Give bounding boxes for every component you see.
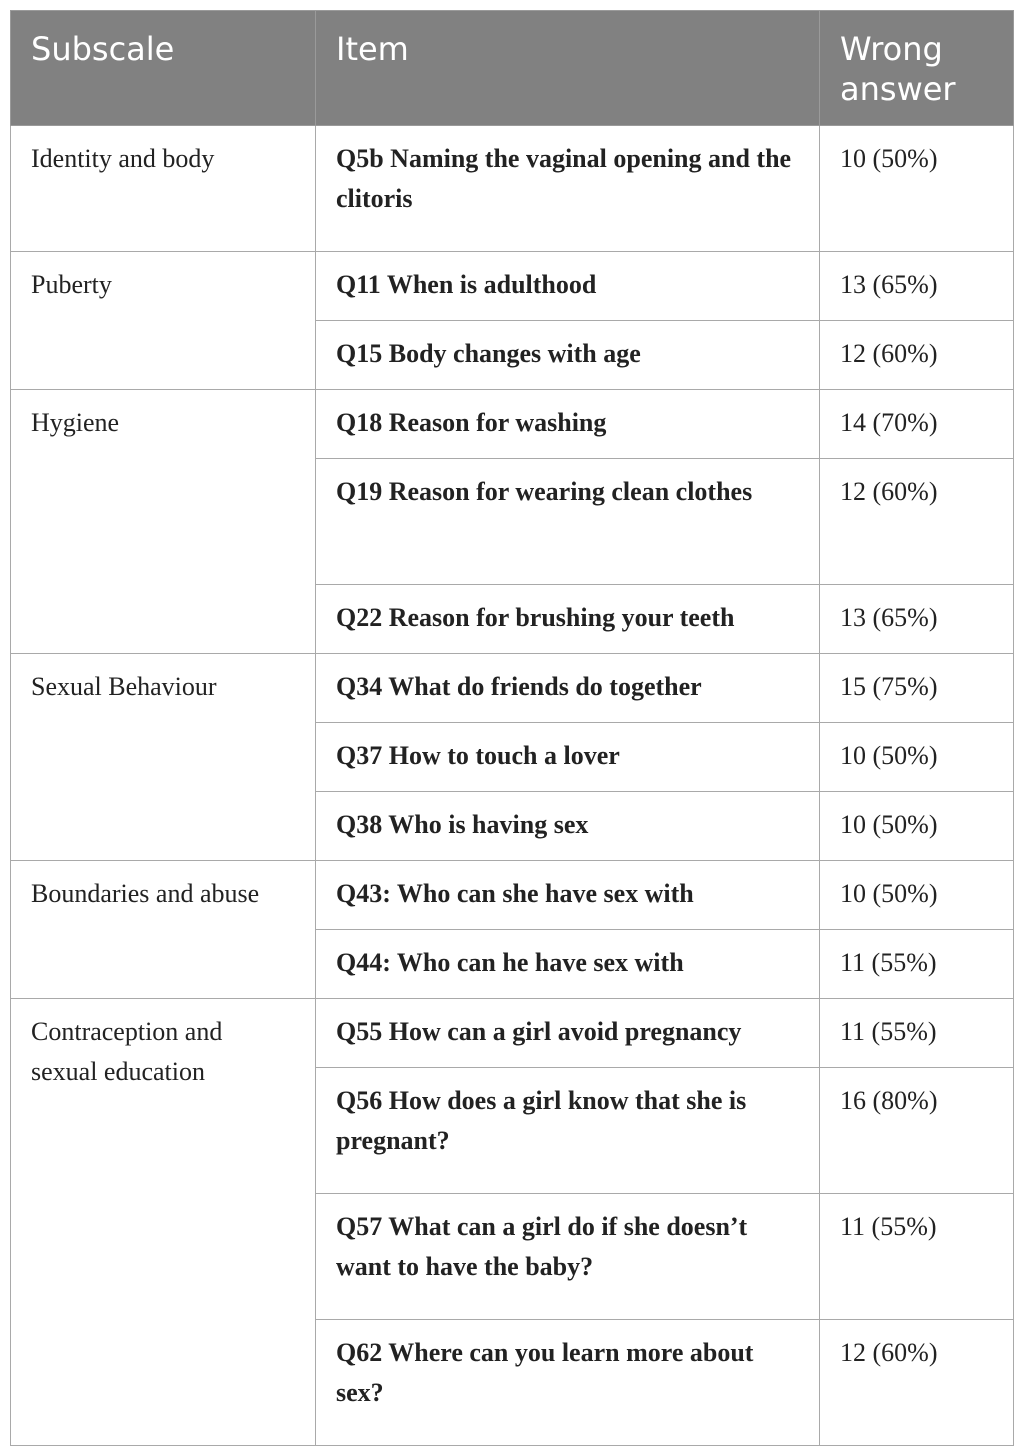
table-row (11, 252, 1014, 321)
item-cell: Q38 Who is having sex (316, 792, 820, 861)
header-subscale: Subscale (11, 11, 316, 126)
subscale-cell: Sexual Behaviour (11, 654, 316, 861)
header-row (11, 11, 1014, 126)
wrong-answer-cell: 12 (60%) (820, 1320, 1014, 1446)
wrong-answer-cell: 11 (55%) (820, 1194, 1014, 1320)
table-row (11, 999, 1014, 1068)
item-cell: Q43: Who can she have sex with (316, 861, 820, 930)
item-cell: Q44: Who can he have sex with (316, 930, 820, 999)
subscale-cell: Puberty (11, 252, 316, 390)
wrong-answer-cell: 10 (50%) (820, 723, 1014, 792)
subscale-cell: Identity and body (11, 126, 316, 252)
table-row (11, 126, 1014, 252)
item-cell: Q19 Reason for wearing clean clothes (316, 459, 820, 585)
item-cell: Q5b Naming the vaginal opening and the clitoris (316, 126, 820, 252)
wrong-answer-cell: 16 (80%) (820, 1068, 1014, 1194)
item-cell: Q57 What can a girl do if she doesn’t want to have the baby? (316, 1194, 820, 1320)
wrong-answer-cell: 12 (60%) (820, 321, 1014, 390)
header-item: Item (316, 11, 820, 126)
subscale-cell: Hygiene (11, 390, 316, 654)
item-cell: Q15 Body changes with age (316, 321, 820, 390)
item-cell: Q34 What do friends do together (316, 654, 820, 723)
header-wrong-answer: Wrong answer (820, 11, 1014, 126)
wrong-answer-cell: 10 (50%) (820, 126, 1014, 252)
wrong-answer-cell: 10 (50%) (820, 792, 1014, 861)
subscale-cell: Contraception and sexual education (11, 999, 316, 1446)
item-cell: Q55 How can a girl avoid pregnancy (316, 999, 820, 1068)
wrong-answer-cell: 11 (55%) (820, 999, 1014, 1068)
wrong-answer-cell: 13 (65%) (820, 585, 1014, 654)
table-row (11, 390, 1014, 459)
wrong-answer-cell: 11 (55%) (820, 930, 1014, 999)
table-row (11, 654, 1014, 723)
wrong-answer-cell: 13 (65%) (820, 252, 1014, 321)
item-cell: Q11 When is adulthood (316, 252, 820, 321)
subscale-cell: Boundaries and abuse (11, 861, 316, 999)
item-cell: Q56 How does a girl know that she is pregnant? (316, 1068, 820, 1194)
wrong-answer-cell: 12 (60%) (820, 459, 1014, 585)
item-cell: Q22 Reason for brushing your teeth (316, 585, 820, 654)
wrong-answer-cell: 15 (75%) (820, 654, 1014, 723)
item-cell: Q62 Where can you learn more about sex? (316, 1320, 820, 1446)
item-cell: Q18 Reason for washing (316, 390, 820, 459)
item-cell: Q37 How to touch a lover (316, 723, 820, 792)
table-row (11, 861, 1014, 930)
results-table (10, 10, 1014, 1446)
wrong-answer-cell: 10 (50%) (820, 861, 1014, 930)
wrong-answer-cell: 14 (70%) (820, 390, 1014, 459)
